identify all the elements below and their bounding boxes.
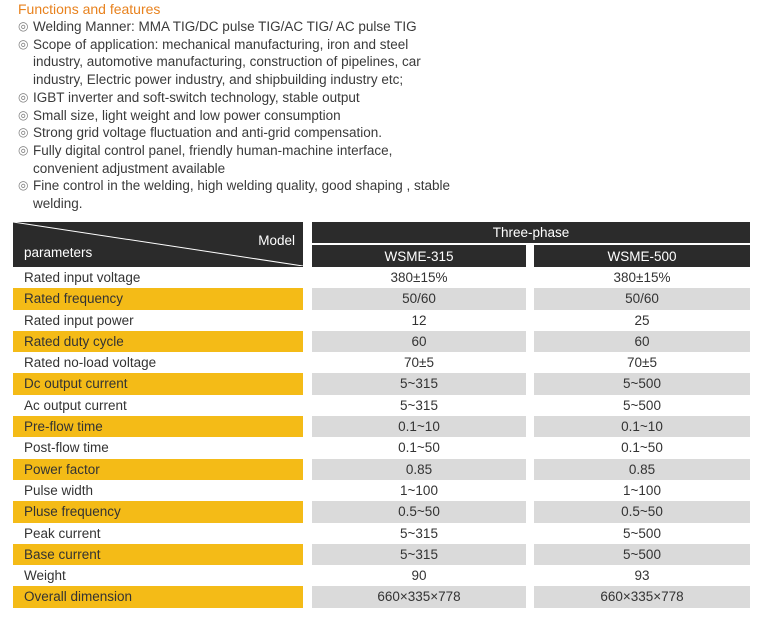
bullet-circle-icon: ◎: [18, 36, 29, 51]
spacer: [526, 267, 534, 288]
parameter-label: Peak current: [24, 525, 101, 541]
table-row: [13, 310, 750, 331]
value-wsme-500: 93: [634, 568, 650, 584]
spacer: [303, 480, 312, 501]
feature-text: Scope of application: mechanical manufacturing, iron and steel industry, automotive manufacturing, construction of pipelines, car industry, Electric power industry, and shipbuilding industry etc;: [33, 36, 421, 88]
value-wsme-315: 0.5~50: [312, 501, 526, 522]
value-wsme-315: 5~315: [312, 544, 526, 565]
table-row: [13, 501, 750, 522]
spacer: [526, 544, 534, 565]
feature-item: [18, 107, 458, 125]
parameter-label: Pre-flow time: [13, 416, 303, 437]
parameter-label: Dc output current: [13, 373, 303, 394]
value-wsme-500: 0.85: [534, 459, 750, 480]
value-wsme-500: 70±5: [627, 355, 657, 371]
spacer: [303, 523, 312, 544]
parameter-label: Pulse width: [24, 482, 94, 498]
value-wsme-315: 60: [312, 331, 526, 352]
spacer: [303, 267, 312, 288]
parameter-label: Rated input voltage: [24, 270, 141, 285]
bullet-circle-icon: ◎: [18, 142, 29, 157]
header-corner: [13, 222, 303, 267]
feature-text: Strong grid voltage fluctuation and anti-grid compensation.: [33, 125, 382, 141]
value-wsme-315: 5~315: [400, 397, 438, 413]
value-wsme-500: 0.1~10: [534, 416, 750, 437]
feature-list: [18, 18, 458, 213]
value-wsme-500: 60: [534, 331, 750, 352]
bullet-circle-icon: ◎: [18, 125, 29, 140]
bullet-circle-icon: ◎: [18, 19, 29, 33]
spacer: [526, 331, 534, 352]
spacer: [526, 310, 534, 331]
parameter-label: Base current: [13, 544, 303, 565]
parameter-label: Rated input power: [24, 312, 134, 328]
spacer: [303, 565, 312, 586]
model-header: Model: [258, 233, 295, 248]
feature-text: Small size, light weight and low power consumption: [33, 107, 341, 123]
value-wsme-315: 1~100: [400, 482, 438, 498]
table-row: [13, 373, 750, 394]
value-wsme-315: 660×335×778: [312, 586, 526, 607]
parameter-label: Power factor: [13, 459, 303, 480]
parameter-label: Rated frequency: [13, 288, 303, 309]
model-name: WSME-500: [534, 244, 750, 267]
feature-item: [18, 124, 458, 142]
value-wsme-315: 380±15%: [390, 270, 448, 285]
spacer: [526, 288, 534, 309]
spacer: [526, 416, 534, 437]
spacer: [303, 437, 312, 458]
table-row: [13, 459, 750, 480]
feature-item: [18, 18, 458, 36]
spacer: [526, 480, 534, 501]
bullet-circle-icon: ◎: [18, 89, 29, 104]
value-wsme-500: 5~500: [623, 397, 661, 413]
value-wsme-315: 90: [411, 568, 427, 584]
value-wsme-315: 0.1~10: [312, 416, 526, 437]
table-row: [13, 437, 750, 458]
feature-item: [18, 36, 458, 89]
bullet-circle-icon: ◎: [18, 178, 29, 193]
table-row: [13, 544, 750, 565]
value-wsme-315: 5~315: [400, 525, 438, 541]
value-wsme-500: 660×335×778: [534, 586, 750, 607]
model-name: WSME-315: [312, 244, 526, 267]
parameter-label: Pluse frequency: [13, 501, 303, 522]
parameter-label: Rated duty cycle: [13, 331, 303, 352]
spec-table: [13, 222, 750, 608]
value-wsme-315: 0.85: [312, 459, 526, 480]
table-row: [13, 565, 750, 586]
table-row: [13, 480, 750, 501]
table-row: [13, 331, 750, 352]
table-row: [13, 586, 750, 607]
spacer: [303, 352, 312, 373]
spacer: [303, 544, 312, 565]
spacer: [303, 395, 312, 416]
value-wsme-500: 50/60: [534, 288, 750, 309]
spacer: [303, 416, 312, 437]
value-wsme-315: 5~315: [312, 373, 526, 394]
spacer: [526, 586, 534, 607]
spacer: [526, 352, 534, 373]
spacer: [303, 586, 312, 607]
value-wsme-500: 0.1~50: [621, 440, 663, 456]
value-wsme-500: 380±15%: [613, 270, 671, 285]
spacer: [303, 310, 312, 331]
table-row: [13, 352, 750, 373]
table-row: [13, 267, 750, 288]
spacer: [526, 395, 534, 416]
spacer: [303, 331, 312, 352]
value-wsme-500: 0.5~50: [534, 501, 750, 522]
table-row: [13, 416, 750, 437]
spacer: [526, 523, 534, 544]
feature-item: [18, 177, 458, 212]
spacer: [303, 501, 312, 522]
feature-text: Fine control in the welding, high welding quality, good shaping , stable welding.: [33, 178, 451, 212]
spacer: [526, 459, 534, 480]
value-wsme-500: 5~500: [623, 525, 661, 541]
table-row: [13, 523, 750, 544]
spacer: [526, 501, 534, 522]
feature-text: Welding Manner: MMA TIG/DC pulse TIG/AC TIG/ AC pulse TIG: [33, 19, 417, 34]
parameter-label: Rated no-load voltage: [24, 355, 157, 371]
value-wsme-315: 12: [411, 312, 427, 328]
value-wsme-315: 0.1~50: [398, 440, 440, 456]
value-wsme-500: 25: [634, 312, 650, 328]
value-wsme-315: 70±5: [404, 355, 434, 371]
feature-text: Fully digital control panel, friendly human-machine interface, convenient adjustment available: [33, 142, 393, 176]
spacer: [526, 437, 534, 458]
parameters-header: parameters: [24, 244, 93, 260]
table-row: [13, 395, 750, 416]
value-wsme-500: 5~500: [534, 373, 750, 394]
spacer: [526, 373, 534, 394]
parameter-label: Weight: [24, 568, 66, 584]
parameter-label: Overall dimension: [13, 586, 303, 607]
value-wsme-315: 50/60: [312, 288, 526, 309]
parameter-label: Ac output current: [24, 397, 127, 413]
spacer: [526, 565, 534, 586]
spacer: [303, 459, 312, 480]
parameter-label: Post-flow time: [24, 440, 109, 456]
spacer: [303, 288, 312, 309]
phase-group-header: Three-phase: [312, 222, 750, 244]
spacer: [303, 373, 312, 394]
table-row: [13, 288, 750, 309]
bullet-circle-icon: ◎: [18, 107, 29, 122]
value-wsme-500: 5~500: [534, 544, 750, 565]
feature-item: [18, 89, 458, 107]
value-wsme-500: 1~100: [623, 482, 661, 498]
feature-item: [18, 142, 458, 177]
feature-text: IGBT inverter and soft-switch technology, stable output: [33, 89, 360, 105]
section-title: Functions and features: [18, 1, 161, 17]
